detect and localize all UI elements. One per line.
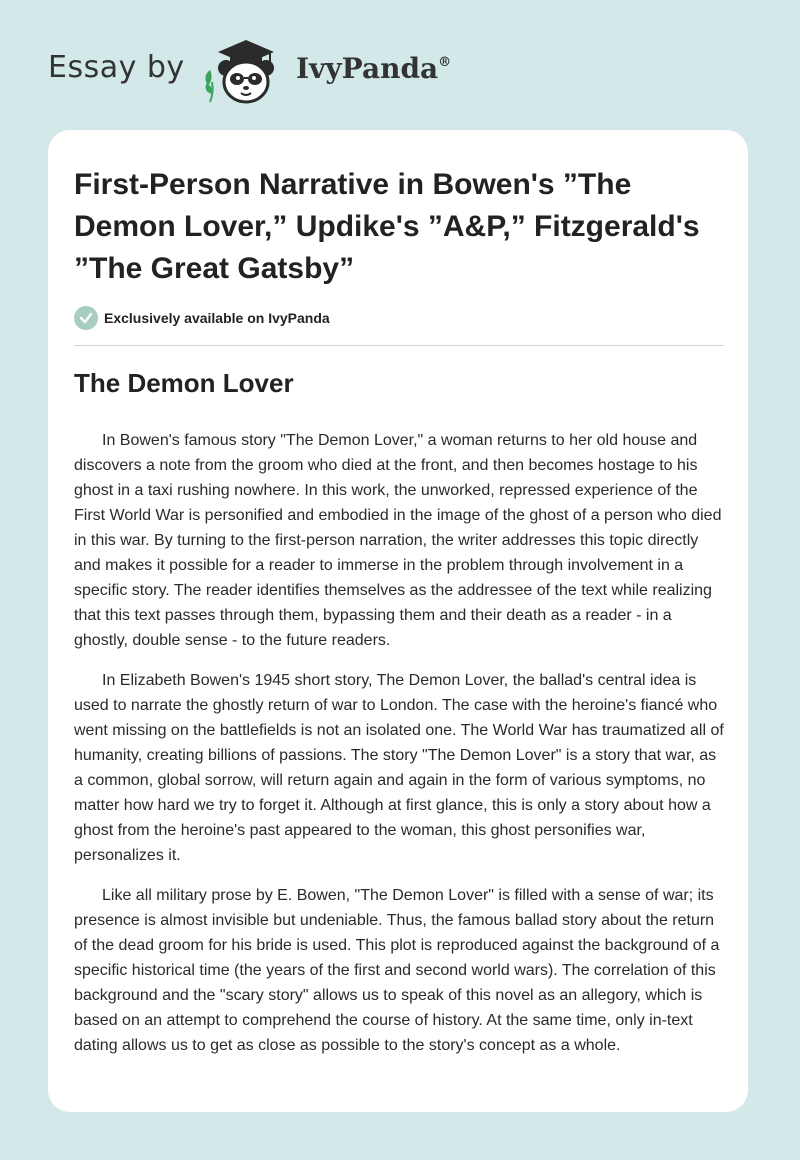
badge-text: Exclusively available on IvyPanda [104,310,330,326]
paragraph: Like all military prose by E. Bowen, "The Demon Lover" is filled with a sense of war; its presence is almost invisible but undeniable. Thus, the famous ballad story about the return of the dead groom for his bride is used. This plot is reproduced against the background of a specific historical time (the years of the first and second world wars). The correlation of this background and the "scary story" allows us to speak of this novel as an allegory, which is based on an attempt to comprehend the course of history. At the same time, only in-text dating allows us to get as close as possible to the story's concept as a whole. [74,887,720,1054]
paragraph: In Bowen's famous story "The Demon Lover," a woman returns to her old house and discovers a note from the groom who died at the front, and then becomes hostage to his ghost in a taxi rushing nowhere. In this work, the unworked, repressed experience of the First World War is personified and embodied in the image of the ghost of a person who died in this war. By turning to the first-person narration, the writer addresses this topic directly and makes it possible for a reader to immerse in the problem through involvement in a specific story. The reader identifies themselves as the addressee of the text while realizing that this text passes through them, bypassing them and their death as a reader - in a ghostly, double sense - to the future readers. [74,432,722,649]
essay-body [74,428,724,1073]
essay-card [48,130,748,1112]
panda-logo-icon[interactable] [200,36,292,108]
check-icon [74,306,98,330]
registered-mark: ® [438,54,452,70]
essay-title: First-Person Narrative in Bowen's ”The Demon Lover,” Updike's ”A&P,” Fitzgerald's ”The Great Gatsby” [74,168,700,285]
title-divider [74,345,724,346]
paragraph: In Elizabeth Bowen's 1945 short story, The Demon Lover, the ballad's central idea is used to narrate the ghostly return of war to London. The case with the heroine's fiancé who went missing on the battlefields is not an isolated one. The World War has traumatized all of humanity, creating billions of passions. The story "The Demon Lover" is a story that war, as a common, global sorrow, will return again and again in the form of various symptoms, no matter how hard we try to forget it. Although at first glance, this is only a story about how a ghost from the heroine's past appeared to the woman, this ghost personifies war, personalizes it. [74,672,724,864]
brand-name[interactable] [296,52,451,85]
exclusive-badge [74,306,330,330]
brand-name-text: IvyPanda [296,52,439,85]
brand-prefix: Essay by [48,50,185,85]
section-heading: The Demon Lover [74,368,294,398]
site-header [0,0,800,120]
